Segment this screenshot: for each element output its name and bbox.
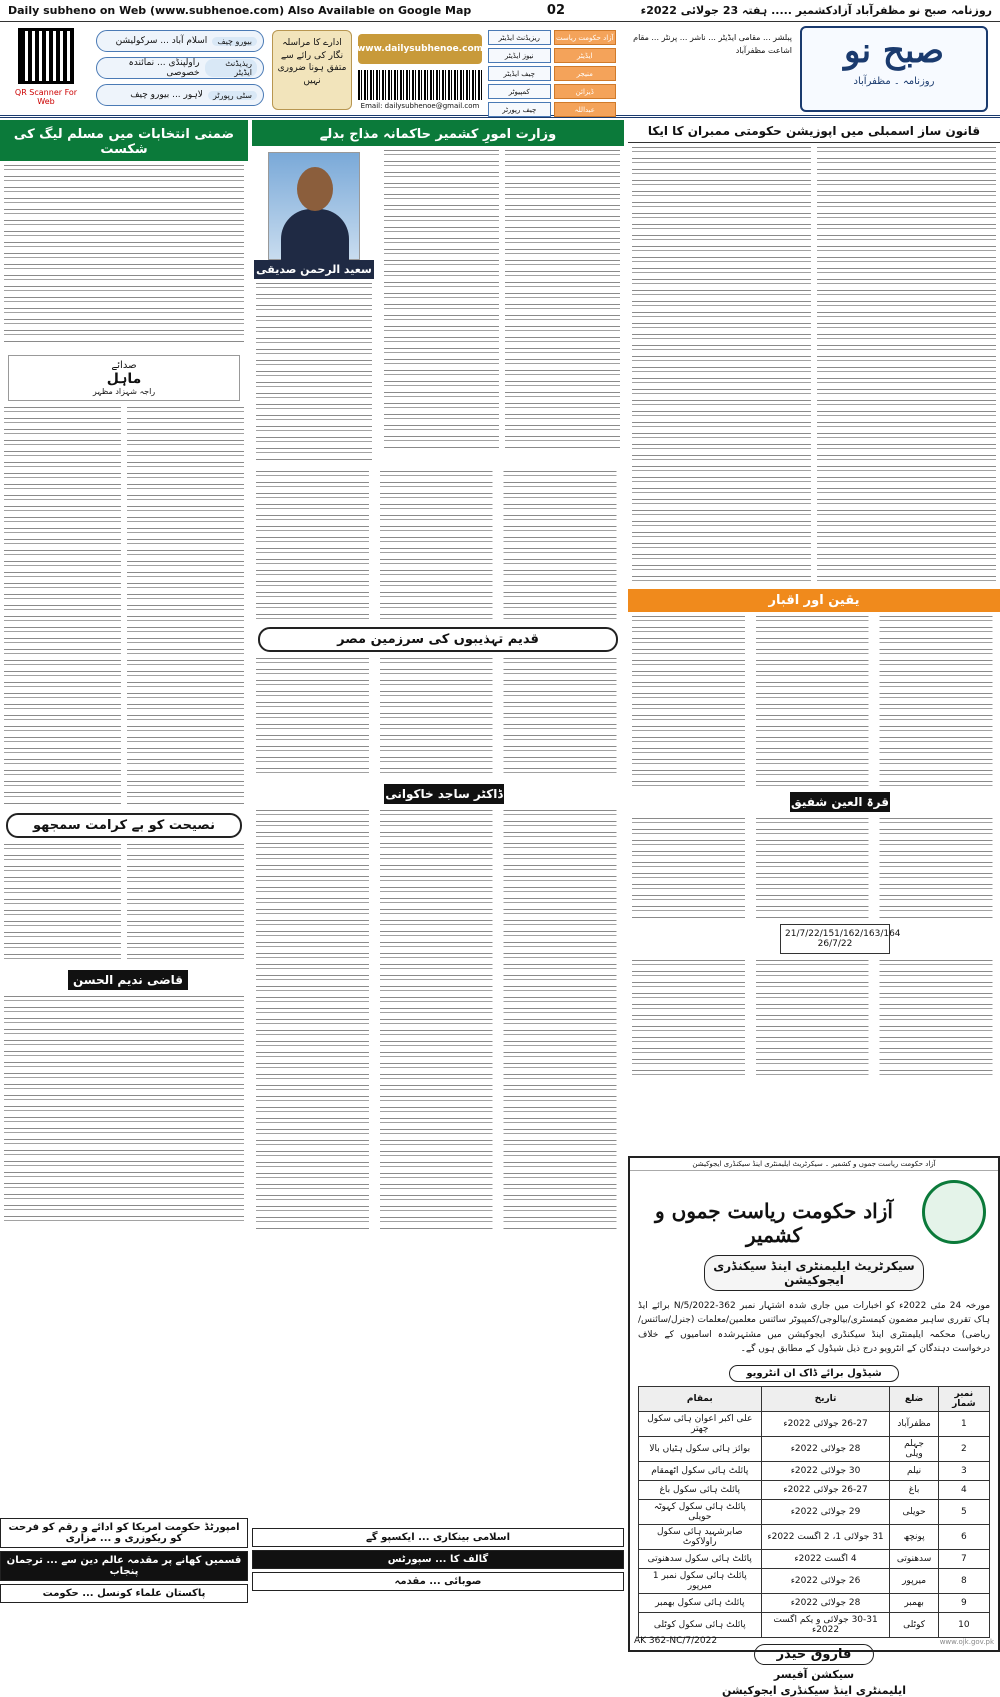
table-row <box>639 1524 990 1549</box>
headline-assembly: قانون ساز اسمبلی میں اپوزیشن حکومتی ممبران کا ایکا <box>628 120 1000 143</box>
col-header: نمبر شمار <box>938 1386 989 1411</box>
signatory-dept: ایلیمنٹری اینڈ سیکنڈری ایجوکیشن <box>721 1683 907 1697</box>
barcode-icon <box>358 70 482 100</box>
table-cell: 29 جولائی 2022ء <box>761 1499 890 1524</box>
table-cell: 8 <box>938 1568 989 1593</box>
table-row <box>639 1461 990 1480</box>
table-row <box>639 1568 990 1593</box>
table-row <box>639 1593 990 1612</box>
logo-name: صبح نو <box>844 31 944 71</box>
bottom-headline: پاکستان علماء کونسل ... حکومت <box>0 1584 248 1603</box>
table-cell: کوٹلی <box>890 1612 938 1637</box>
article-top <box>252 146 624 467</box>
article-text <box>384 150 620 450</box>
article-text <box>632 147 996 585</box>
table-cell: 31 جولائی 1، 2 اگست 2022ء <box>761 1524 890 1549</box>
government-ad <box>628 1156 1000 1697</box>
author-byline-2: قاضی ندیم الحسن <box>68 970 188 990</box>
ad-title: آزاد حکومت ریاست جموں و کشمیر <box>655 1199 893 1247</box>
table-cell: 28 جولائی 2022ء <box>761 1593 890 1612</box>
table-row <box>639 1612 990 1637</box>
headline-egypt: قدیم تہذیبوں کی سرزمین مصر <box>258 627 618 652</box>
bottom-headlines-left <box>0 1518 248 1606</box>
columnist-box <box>8 355 240 401</box>
article-text <box>632 616 996 786</box>
table-cell: پائلٹ ہائی سکول کوٹلی <box>639 1612 762 1637</box>
table-cell: 6 <box>938 1524 989 1549</box>
chip: ریذیڈنٹ ایڈیٹر راولپنڈی ... نمائندہ خصوصی <box>96 57 264 79</box>
table-cell: پائلٹ ہائی سکول نمبر 1 میرپور <box>639 1568 762 1593</box>
author-block <box>252 146 376 467</box>
col-header: تاریخ <box>761 1386 890 1411</box>
article-top <box>0 161 248 349</box>
chip: بیورو چیف اسلام آباد ... سرکولیشن <box>96 30 264 52</box>
scroll-notice: ادارے کا مراسلہ نگار کی رائے سے متفق ہونا ضروری نہیں <box>272 30 352 110</box>
bottom-headline: صوبائی ... مقدمہ <box>252 1572 624 1591</box>
section-heading: وزارت امورِ کشمیر حاکمانہ مذاج بدلے <box>252 120 624 146</box>
table-row <box>639 1411 990 1436</box>
signatory-role: سیکشن آفیسر <box>773 1667 855 1681</box>
table-cell: 9 <box>938 1593 989 1612</box>
newspaper-logo <box>800 26 988 112</box>
ad-department: سیکرٹریٹ ایلیمنٹری اینڈ سیکنڈری ایجوکیشن <box>704 1255 924 1291</box>
article-text <box>4 996 244 1226</box>
table-cell: پائلٹ ہائی سکول بھمبر <box>639 1593 762 1612</box>
signatory-name: فاروق حیدر <box>754 1644 874 1665</box>
table-cell: 26-27 جولائی 2022ء <box>761 1480 890 1499</box>
table-cell: پائلٹ ہائی سکول اٹھمقام <box>639 1461 762 1480</box>
chip: سٹی رپورٹر لاہور ... بیورو چیف <box>96 84 264 106</box>
article-text <box>256 283 372 463</box>
masthead <box>0 22 1000 118</box>
table-cell: 4 <box>938 1480 989 1499</box>
columnist-title: ماہل <box>106 371 142 387</box>
col-header: بمقام <box>639 1386 762 1411</box>
reference-box: 21/7/22/151/162/163/164 26/7/22 <box>780 924 890 954</box>
table-cell: بھمبر <box>890 1593 938 1612</box>
article-text <box>256 658 620 778</box>
masthead-chips <box>96 30 264 111</box>
author-byline: سعید الرحمن صدیقی <box>254 260 374 279</box>
section-heading: ضمنی انتخابات میں مسلم لیگ کی شکست <box>0 120 248 161</box>
ad-watermark: www.ojk.gov.pk <box>939 1638 994 1646</box>
table-row <box>639 1480 990 1499</box>
article-text <box>256 810 620 1230</box>
table-cell: باغ <box>890 1480 938 1499</box>
table-cell: پائلٹ ہائی سکول سدھنوتی <box>639 1549 762 1568</box>
article-text <box>4 407 244 807</box>
table-cell: سدھنوتی <box>890 1549 938 1568</box>
qr-code-icon[interactable] <box>18 28 74 84</box>
table-cell: علی اکبر اعوان ہائی سکول چھتر <box>639 1411 762 1436</box>
dateline: روزنامہ صبح نو مظفرآباد آزادکشمیر ..... ہفتہ 23 جولائی 2022ء <box>640 4 992 17</box>
article-text <box>4 165 244 345</box>
ad-strip: آزاد حکومت ریاست جموں و کشمیر ۔ سیکرٹریٹ ایلیمنٹری اینڈ سیکنڈری ایجوکیشن <box>630 1158 998 1171</box>
bottom-headline: اسلامی بینکاری ... ایکسپو گے <box>252 1528 624 1547</box>
office-grid: ریزیڈنٹ ایڈیٹر آزاد حکومت ریاست نیوز ایڈیٹر ایڈیٹر چیف ایڈیٹر منیجر کمپیوٹر ڈیزائن چیف رپورٹر عبداللہ <box>488 30 616 120</box>
columnist-loc: راجہ شہزاد مظہر <box>92 387 156 396</box>
email-text: Email: dailysubhenoe@gmail.com <box>360 102 480 110</box>
col-header: ضلع <box>890 1386 938 1411</box>
logo-sub: روزنامہ ۔ مظفرآباد <box>853 75 935 87</box>
qr-label: QR Scanner For Web <box>14 88 78 106</box>
author-photo <box>268 152 360 260</box>
bottom-headlines-mid <box>252 1528 624 1594</box>
table-cell: پونچھ <box>890 1524 938 1549</box>
article-text <box>256 471 620 621</box>
bottom-headline: امپورٹڈ حکومت امریکا کو ادائے و رقم کو فرحت کو ریکوزری و ... مزاری <box>0 1518 248 1548</box>
table-row <box>639 1499 990 1524</box>
table-cell: 5 <box>938 1499 989 1524</box>
article-text <box>632 818 996 918</box>
table-cell: صابرشہید ہائی سکول راولاکوٹ <box>639 1524 762 1549</box>
table-cell: 7 <box>938 1549 989 1568</box>
headline-advice: نصیحت کو بے کرامت سمجھو <box>6 813 242 838</box>
author-byline-2: ڈاکٹر ساجد خاکوانی <box>384 784 504 804</box>
table-cell: حویلی <box>890 1499 938 1524</box>
table-cell: میرپور <box>890 1568 938 1593</box>
publisher-info: پبلشر ... مقامی ایڈیٹر ... ناشر ... پرنٹر ... مقام اشاعت مظفرآباد <box>633 33 792 55</box>
ad-body: مورخہ 24 مئی 2022ء کو اخبارات میں جاری شدہ اشتہار نمبر 362-N/5/2022 برائے ایڈ ہاک تقرری ساہیر مضمون کیمسٹری/بیالوجی/کمپیوٹر سائنس معلمین/معلمات (جنرل/سائنس/ریاضی) محکمہ ایلیمنٹری اینڈ سیکنڈری ایجوکیشن میں مشتہرشدہ اسامیوں کے خلاف درخواست دہندگان کے انٹرویو درج ذیل شیڈول کے مطابق ہوں گے۔ <box>638 1301 991 1355</box>
section-heading: یقین اور اقبار <box>628 589 1000 612</box>
table-cell: 4 اگست 2022ء <box>761 1549 890 1568</box>
ad-schedule-title: شیڈول برائے ڈاک ان انٹرویو <box>729 1365 899 1382</box>
article-text <box>632 960 996 1080</box>
table-cell: پائلٹ ہائی سکول کہوٹہ حویلی <box>639 1499 762 1524</box>
bottom-headline: قسمیں کھانے پر مقدمہ عالم دین سے ... ترجمان پنجاب <box>0 1551 248 1581</box>
columnist-name: قرۃ العین شفیق <box>790 792 890 812</box>
table-cell: 28 جولائی 2022ء <box>761 1436 890 1461</box>
table-cell: پائلٹ ہائی سکول باغ <box>639 1480 762 1499</box>
column-middle <box>252 120 624 1234</box>
table-cell: 10 <box>938 1612 989 1637</box>
column-right <box>628 120 1000 1084</box>
schedule-table <box>638 1386 990 1638</box>
table-cell: 26-27 جولائی 2022ء <box>761 1411 890 1436</box>
table-cell: 30 جولائی 2022ء <box>761 1461 890 1480</box>
columnist-label: صدائے <box>111 360 137 371</box>
ad-signature <box>630 1644 998 1697</box>
table-cell: بوائز ہائی سکول ہٹیاں بالا <box>639 1436 762 1461</box>
table-cell: نیلم <box>890 1461 938 1480</box>
govt-emblem-icon <box>922 1180 986 1244</box>
website-link[interactable]: www.dailysubhenoe.com <box>358 34 482 64</box>
top-bar <box>0 0 1000 22</box>
table-row <box>639 1436 990 1461</box>
table-cell: 3 <box>938 1461 989 1480</box>
table-cell: 1 <box>938 1411 989 1436</box>
column-left <box>0 120 248 1230</box>
page-body <box>0 118 1000 1697</box>
table-cell: 2 <box>938 1436 989 1461</box>
web-notice: Daily subheno on Web (www.subhenoe.com) Also Available on Google Map <box>8 4 472 17</box>
ad-reference: AK 362-NC/7/2022 <box>634 1636 718 1646</box>
table-cell: جہلم ویلی <box>890 1436 938 1461</box>
table-row <box>639 1549 990 1568</box>
page-number: 02 <box>546 3 566 18</box>
article-text <box>4 844 244 964</box>
table-cell: مظفرآباد <box>890 1411 938 1436</box>
bottom-headline: گالف کا ... سپورٹس <box>252 1550 624 1569</box>
table-cell: 30-31 جولائی و یکم اگست 2022ء <box>761 1612 890 1637</box>
table-cell: 26 جولائی 2022ء <box>761 1568 890 1593</box>
